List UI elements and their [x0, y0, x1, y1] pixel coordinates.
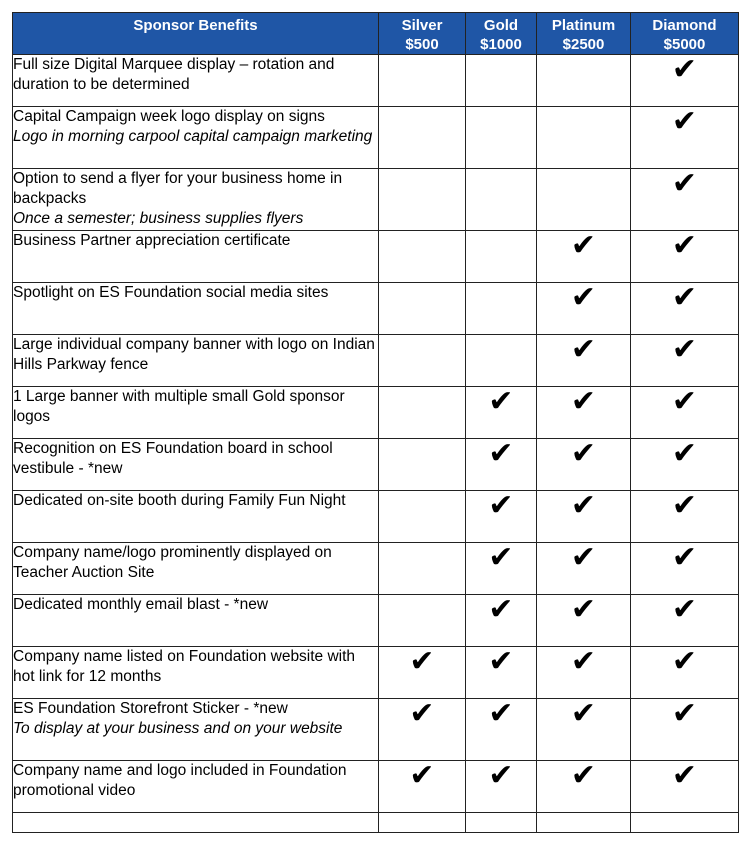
tier-cell-silver — [379, 696, 466, 761]
benefit-cell — [13, 283, 379, 335]
benefit-text: Dedicated monthly email blast - *new — [13, 596, 269, 613]
tier-cell-gold — [466, 231, 537, 283]
benefit-cell — [13, 335, 379, 387]
tier-cell-diamond — [631, 332, 739, 387]
tier-cell-gold — [466, 644, 537, 699]
benefit-cell — [13, 439, 379, 491]
tier-cell-gold — [466, 55, 537, 107]
tier-cell-diamond — [631, 540, 739, 595]
header-row — [13, 13, 739, 55]
checkmark-icon: ✔ — [671, 758, 698, 793]
tier-cell-platinum — [537, 488, 631, 543]
tier-cell-platinum — [537, 540, 631, 595]
tier-cell-platinum — [537, 280, 631, 335]
checkmark-icon: ✔ — [671, 228, 698, 263]
tier-cell-silver — [379, 813, 466, 833]
tier-cell-platinum — [537, 332, 631, 387]
benefit-note: To display at your business and on your website — [13, 720, 343, 737]
tier-cell-diamond — [631, 436, 739, 491]
tier-price: $500 — [405, 36, 439, 53]
table-row — [13, 813, 739, 833]
tier-cell-gold — [466, 169, 537, 231]
checkmark-icon: ✔ — [671, 592, 698, 627]
checkmark-icon: ✔ — [671, 488, 698, 523]
tier-cell-silver — [379, 758, 466, 813]
header-tier-platinum — [537, 13, 631, 55]
benefit-text: Spotlight on ES Foundation social media sites — [13, 284, 329, 301]
tier-cell-diamond — [631, 166, 739, 231]
tier-cell-platinum — [537, 169, 631, 231]
tier-cell-silver — [379, 169, 466, 231]
benefit-cell — [13, 55, 379, 107]
tier-cell-silver — [379, 595, 466, 647]
checkmark-icon: ✔ — [488, 436, 514, 471]
tier-cell-platinum — [537, 696, 631, 761]
tier-cell-diamond — [631, 813, 739, 833]
checkmark-icon: ✔ — [671, 644, 698, 679]
tier-cell-gold — [466, 592, 537, 647]
checkmark-icon: ✔ — [409, 758, 435, 793]
tier-cell-gold — [466, 540, 537, 595]
benefit-cell — [13, 761, 379, 813]
checkmark-icon: ✔ — [671, 166, 698, 201]
benefit-text: Company name and logo included in Foundation promotional video — [13, 762, 347, 799]
benefit-cell — [13, 107, 379, 169]
tier-cell-platinum — [537, 758, 631, 813]
benefit-text: Recognition on ES Foundation board in school vestibule - *new — [13, 440, 333, 477]
checkmark-icon: ✔ — [488, 384, 514, 419]
checkmark-icon: ✔ — [570, 332, 597, 367]
tier-cell-silver — [379, 107, 466, 169]
tier-cell-silver — [379, 491, 466, 543]
benefit-text: Capital Campaign week logo display on signs — [13, 108, 325, 125]
tier-cell-silver — [379, 231, 466, 283]
tier-name: Silver — [401, 17, 443, 34]
tier-cell-gold — [466, 283, 537, 335]
benefit-cell — [13, 543, 379, 595]
benefit-text: Large individual company banner with logo on Indian Hills Parkway fence — [13, 336, 375, 373]
header-tier-gold — [466, 13, 537, 55]
checkmark-icon: ✔ — [671, 384, 698, 419]
header-tier-diamond — [631, 13, 739, 55]
benefit-text: Option to send a flyer for your business home in backpacks — [13, 170, 343, 207]
tier-cell-diamond — [631, 592, 739, 647]
tier-cell-gold — [466, 436, 537, 491]
tier-cell-platinum — [537, 436, 631, 491]
benefit-text: Full size Digital Marquee display – rotation and duration to be determined — [13, 56, 335, 93]
checkmark-icon: ✔ — [671, 52, 698, 87]
checkmark-icon: ✔ — [671, 540, 698, 575]
checkmark-icon: ✔ — [488, 696, 514, 731]
checkmark-icon: ✔ — [570, 592, 597, 627]
benefit-cell — [13, 595, 379, 647]
benefit-text: Company name listed on Foundation website with hot link for 12 months — [13, 648, 356, 685]
checkmark-icon: ✔ — [570, 436, 597, 471]
tier-name: Diamond — [652, 17, 717, 34]
tier-cell-diamond — [631, 758, 739, 813]
table-row — [13, 595, 739, 647]
benefit-cell — [13, 169, 379, 231]
checkmark-icon: ✔ — [671, 696, 698, 731]
benefit-text: Dedicated on-site booth during Family Fun Night — [13, 492, 346, 509]
tier-cell-gold — [466, 813, 537, 833]
tier-cell-gold — [466, 335, 537, 387]
tier-cell-silver — [379, 335, 466, 387]
tier-cell-silver — [379, 543, 466, 595]
table-row — [13, 699, 739, 761]
table-row — [13, 107, 739, 169]
checkmark-icon: ✔ — [488, 540, 514, 575]
tier-cell-diamond — [631, 104, 739, 169]
checkmark-icon: ✔ — [671, 280, 698, 315]
tier-cell-gold — [466, 758, 537, 813]
benefit-cell — [13, 491, 379, 543]
tier-cell-silver — [379, 55, 466, 107]
table-row — [13, 169, 739, 231]
tier-cell-gold — [466, 696, 537, 761]
tier-name: Gold — [483, 17, 519, 34]
checkmark-icon: ✔ — [570, 280, 597, 315]
tier-cell-gold — [466, 107, 537, 169]
tier-cell-diamond — [631, 488, 739, 543]
table-row — [13, 761, 739, 813]
tier-cell-diamond — [631, 52, 739, 107]
table-row — [13, 387, 739, 439]
tier-cell-diamond — [631, 228, 739, 283]
benefit-note: Once a semester; business supplies flyers — [13, 210, 304, 227]
tier-cell-diamond — [631, 384, 739, 439]
tier-cell-platinum — [537, 592, 631, 647]
benefit-cell — [13, 699, 379, 761]
tier-price: $1000 — [480, 36, 522, 53]
tier-cell-platinum — [537, 644, 631, 699]
table-row — [13, 231, 739, 283]
tier-cell-platinum — [537, 107, 631, 169]
tier-cell-platinum — [537, 55, 631, 107]
checkmark-icon: ✔ — [488, 488, 514, 523]
tier-cell-silver — [379, 644, 466, 699]
table-row — [13, 491, 739, 543]
checkmark-icon: ✔ — [570, 540, 597, 575]
benefit-text: 1 Large banner with multiple small Gold sponsor logos — [13, 388, 345, 425]
checkmark-icon: ✔ — [488, 758, 514, 793]
checkmark-icon: ✔ — [570, 384, 597, 419]
tier-cell-silver — [379, 439, 466, 491]
tier-name: Platinum — [551, 17, 616, 34]
tier-cell-diamond — [631, 644, 739, 699]
tier-cell-gold — [466, 488, 537, 543]
checkmark-icon: ✔ — [570, 488, 597, 523]
checkmark-icon: ✔ — [570, 644, 597, 679]
checkmark-icon: ✔ — [671, 104, 698, 139]
benefit-cell — [13, 647, 379, 699]
tier-cell-platinum — [537, 384, 631, 439]
table-row — [13, 647, 739, 699]
table-row — [13, 543, 739, 595]
benefit-text: Business Partner appreciation certificate — [13, 232, 291, 249]
benefit-text: Company name/logo prominently displayed on Teacher Auction Site — [13, 544, 332, 581]
checkmark-icon: ✔ — [671, 332, 698, 367]
benefit-cell — [13, 231, 379, 283]
table-row — [13, 283, 739, 335]
table-row — [13, 335, 739, 387]
checkmark-icon: ✔ — [409, 644, 435, 679]
header-tier-silver — [379, 13, 466, 55]
benefit-cell — [13, 813, 379, 833]
checkmark-icon: ✔ — [409, 696, 435, 731]
tier-price: $5000 — [663, 36, 706, 53]
sponsor-benefits-table — [12, 12, 739, 833]
benefit-note: Logo in morning carpool capital campaign marketing — [13, 128, 373, 145]
checkmark-icon: ✔ — [671, 436, 698, 471]
checkmark-icon: ✔ — [570, 758, 597, 793]
tier-cell-diamond — [631, 280, 739, 335]
tier-cell-gold — [466, 384, 537, 439]
checkmark-icon: ✔ — [570, 228, 597, 263]
benefit-cell — [13, 387, 379, 439]
checkmark-icon: ✔ — [488, 644, 514, 679]
checkmark-icon: ✔ — [570, 696, 597, 731]
tier-cell-platinum — [537, 228, 631, 283]
tier-cell-platinum — [537, 813, 631, 833]
benefit-text: ES Foundation Storefront Sticker - *new — [13, 700, 288, 717]
checkmark-icon: ✔ — [488, 592, 514, 627]
tier-price: $2500 — [562, 36, 605, 53]
table-row — [13, 55, 739, 107]
tier-cell-silver — [379, 283, 466, 335]
tier-cell-silver — [379, 387, 466, 439]
tier-cell-diamond — [631, 696, 739, 761]
table-row — [13, 439, 739, 491]
header-sponsor-benefits: Sponsor Benefits — [13, 13, 379, 55]
